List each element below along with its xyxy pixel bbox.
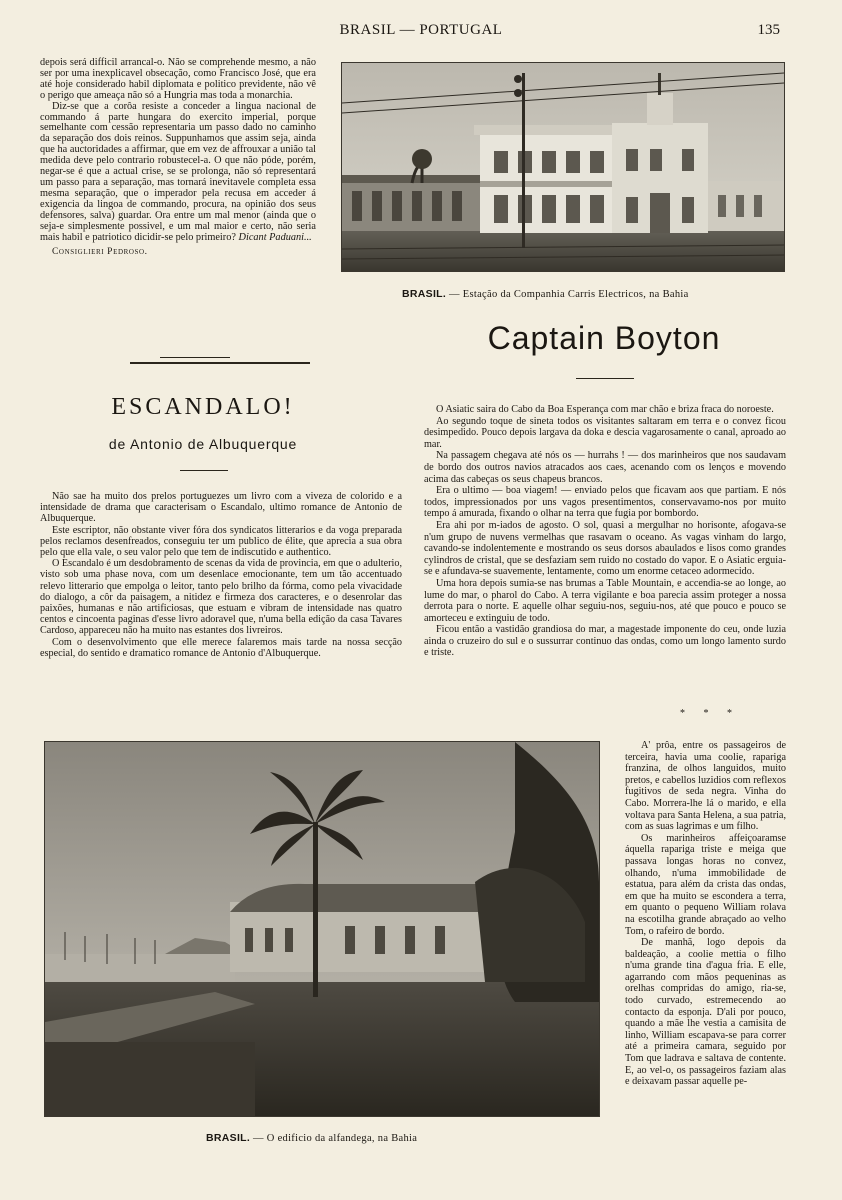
article-paragraph: Era ahi por m-iados de agosto. O sol, quasi a mergulhar no horisonte, afogava-se n'um grupo de nuvens vermelhas que rasavam o oceano. As vagas vinham do largo, cavando-se indolentemente e mostrando os seus dorsos abaulados e lisos como grandes cylindros de cristal, que se desfaziam sem ruido no costado do vapor. E o Asiatic erguia-se e afundava-se suavemente, lentamente, como um enorme cetaceo adormecido. (424, 519, 786, 578)
separator-rule (180, 470, 228, 471)
article-paragraph: O Asiatic saira do Cabo da Boa Esperança com mar chão e briza fraca do noroeste. (436, 404, 774, 415)
article-paragraph: Este escriptor, não obstante viver fóra dos syndicatos litterarios e da voga preparada pelos reclamos desenfreados, conseguiu ter um publico de élite, que aprecia a sua obra pelo que ella vale, o seu valor pelo que tem de indiscutido e authentico. (40, 524, 402, 559)
caption-tram-station (402, 288, 689, 300)
running-title: BRASIL — PORTUGAL (339, 22, 503, 38)
section-asterisks: * * * (680, 708, 740, 719)
article-paragraph: Os marinheiros affeiçoaramse áquella rapariga triste e meiga que passava longas horas no convez, olhando, n'uma immobilidade de estatua, para além da crista das ondas, em que ha muito se escondera a terra, em quanto o pequeno William rolava na escotilha grande abraçado ao velho Tom, o rafeiro de bordo. (625, 832, 786, 937)
article-paragraph: Com o desenvolvimento que elle merece falaremos mais tarde na nossa secção especial, do sentido e dramatico romance de Antonio d'Albuquerque. (40, 636, 402, 659)
latin-quote: Dicant Paduani... (238, 231, 312, 243)
article-paragraph: A' prôa, entre os passageiros de terceira, havia uma coolie, rapariga franzina, de olhos languidos, muito pretos, e cabellos luzidios com reflexos fugitivos de seda negra. Vinha do Cabo. Morrera-lhe lá o marido, e ella voltava para Santa Helena, a sua patria, com as suas lagrimas e um filho. (625, 740, 786, 833)
escandalo-column (40, 491, 402, 659)
separator-rule (576, 378, 634, 379)
left-top-column (40, 58, 316, 258)
article-paragraph: Ao segundo toque de sineta todos os visitantes saltaram em terra e o convez ficou desimpedido. Pouco depois largava da doka e descia vagarosamente o canal, aproado ao mar. (424, 415, 786, 450)
photo-customs-house (44, 741, 600, 1117)
caption-label: BRASIL. (402, 288, 447, 300)
photo-tram-station (341, 62, 785, 272)
caption-text: — Estação da Companhia Carris Electricos, na Bahia (449, 289, 689, 300)
article-paragraph: Diz-se que a corôa resiste a conceder a lingua nacional de commando á parte hungara do exercito imperial, porque semelhante com cessão representaria um passo dado no caminho da separação dos dois reinos. Suppunhamos que assim seja, ainda que ha auctoridades a affirmar, que em vez de affrouxar a união tal medida deve pelo contrario robustecel-a. O que não póde, porém, negar-se é que a actual crise, se se prolonga, não só representará um passo para a separação, mas tornará inevitavele completa essa mesma separação, que o imperador pela recusa em acceder á exigencia da lingoa de commando, procura, na opinião dos seus defensores, salva) guardar. Ora entre um mal menor (ainda que o seja-e simplesmente possivel, e um mal maior e certo, não seria mais habil e patriotico dicidir-se pelo primeiro? Dicant Paduani... (40, 100, 316, 243)
right-bottom-column (625, 740, 786, 1088)
article-paragraph: Não sae ha muito dos prelos portuguezes um livro com a viveza de colorido e a intensidade de drama que caracterisam o Escandalo, ultimo romance de Antonio de Albuquerque. (40, 491, 402, 525)
article-byline: de Antonio de Albuquerque (108, 436, 298, 452)
article-paragraph: De manhã, logo depois da baldeação, a coolie mettia o filho n'uma grande tina d'agua fria. E elle, agarrando com mãos pequeninas as orelhas compridas do amigo, ria-se, todo curvado, estremecendo ao contacto da esponja. D'ali por pouco, quando a mãe lhe vestia a camisita de linho, William escapava-se para correr até a primeira camara, seguido por Tom que ladrava e saltava de contente. E, ao vel-o, os passageiros faziam alas e deixavam passar aquelle pe- (625, 937, 786, 1088)
caption-label: BRASIL. (206, 1132, 251, 1144)
page-number: 135 (757, 22, 780, 38)
captain-boyton-column (424, 404, 786, 659)
article-paragraph: Na passagem chegava até nós os — hurrahs ! — dos marinheiros que nos saudavam de bordo dos outros navios atracados aos caes, acenando com os lenços e movendo acima das cabeças os seus chapeus brancos. (424, 450, 786, 485)
separator-rule (130, 362, 310, 364)
author-signature: Consiglieri Pedroso. (52, 247, 148, 258)
tram-station-image (342, 63, 784, 271)
article-paragraph: Ficou então a vastidão grandiosa do mar, a magestade imponente do ceu, onde luzia ainda o cruzeiro do sul e o sussurrar continuo das ondas, como um longo lamento surdo e triste. (424, 624, 786, 659)
article-title-escandalo: ESCANDALO! (111, 394, 295, 420)
separator-rule (160, 357, 230, 358)
article-title-captain-boyton: Captain Boyton (487, 320, 721, 356)
article-paragraph: Uma hora depois sumia-se nas brumas a Table Mountain, e accendia-se ao longe, ao lume do mar, o pharol do Cabo. A terra vigilante e boa parecia assim proteger a nossa derrota para o norte. E aquelle olhar seguiu-nos, seguiu-nos, até que pouco e pouco se amorteceu e extinguiu de todo. (424, 577, 786, 624)
caption-customs-house (206, 1132, 417, 1144)
article-paragraph: O Escandalo é um desdobramento de scenas da vida de provincia, em que o adulterio, visto sob uma phase nova, com um desenlace emocionante, tem um tão accentuado relevo litterario que empolga o leitor, tanto pelo brilho da fórma, como pela vivacidade do dialogo, a côr da paisagem, a nitidez e firmeza dos caracteres, e o desenrolar das paixões, humanas e não artificiosas, que estuam e vibram de intensidade nas quatro centos e cincoenta paginas d'esse livro adoravel que, n'uma bella edição da casa Tavares Cardoso, appareceu não ha muito nas estantes dos livreiros. (40, 558, 402, 637)
article-paragraph: depois será difficil arrancal-o. Não se comprehende mesmo, a não ser por uma inexplicavel obsecação, como Francisco José, que era até hoje considerado habil diplomata e politico previdente, não vê o perigo que ameaça não só a Hungria mas toda a monarchia. (40, 57, 316, 101)
caption-text: — O edificio da alfandega, na Bahia (253, 1133, 418, 1144)
article-paragraph: Era o ultimo — boa viagem! — enviado pelos que ficavam aos que partiam. E nós todos, impressionados por uns vagos presentimentos, conservavamo-nos por muito tempo á amurada, fixando o olhar na terra que fugia por bombordo. (424, 485, 786, 520)
customs-house-image (45, 742, 599, 1116)
